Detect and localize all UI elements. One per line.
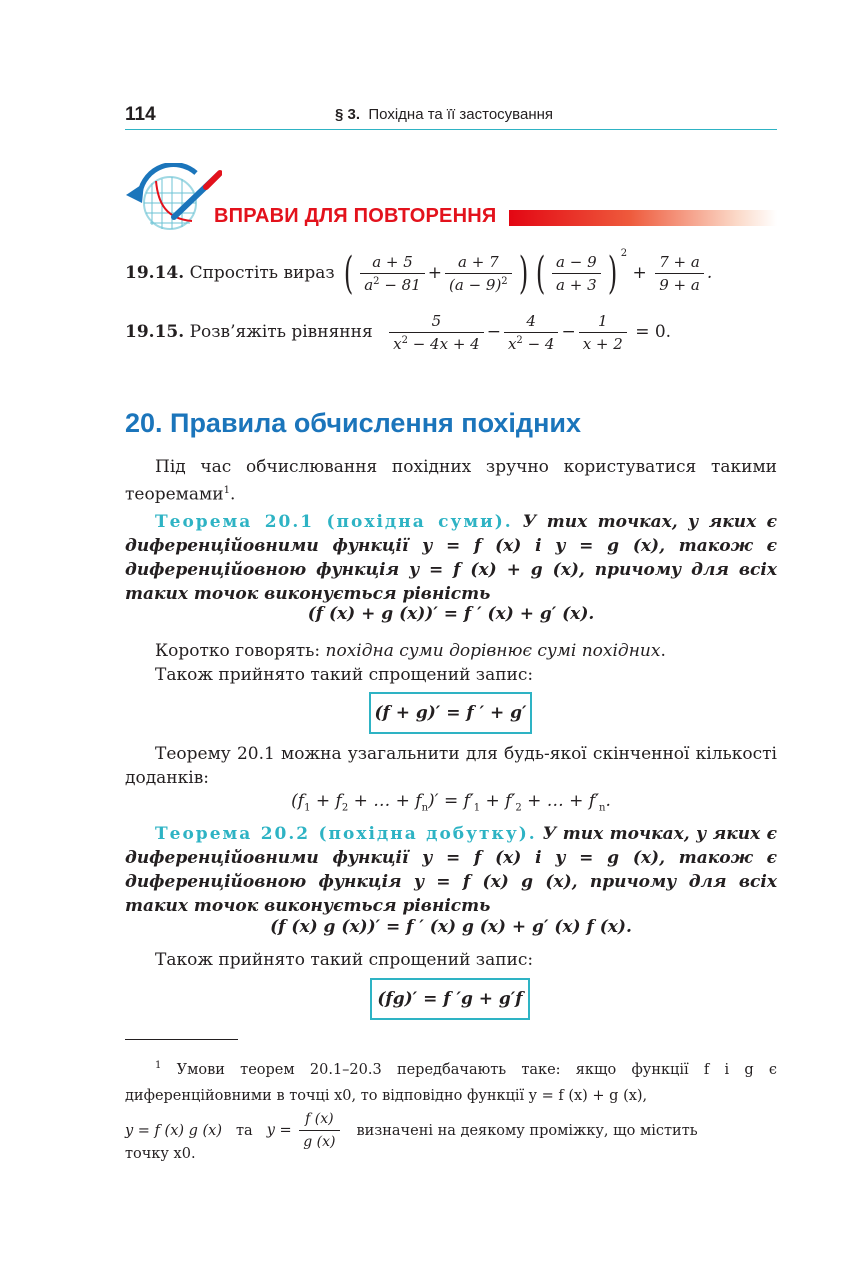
theorem-body: У тих точках, у яких є диференційовними функції y = f (x) і y = g (x), також є диференційовною функція y = f (x) + g (x), причому для всіх таких точок виконується рівність bbox=[125, 512, 777, 604]
exercise-formula: $\frac{5}{x^2 - 4x + 4}$ − $\frac{4}{x^2 - 4}$ − $\frac{1}{x + 2}$ = 0. bbox=[386, 322, 671, 342]
intro-paragraph bbox=[125, 455, 777, 507]
footnote-func-product: y = f (x) g (x) bbox=[125, 1122, 223, 1139]
theorem-body: У тих точках, у яких є диференційовними функції y = f (x) і y = g (x), також є диференційовною функція y = f (x) g (x), причому для всіх таких точок виконується рівність bbox=[125, 824, 777, 916]
footnote bbox=[125, 1053, 777, 1109]
theorem-20-2 bbox=[125, 822, 777, 918]
short-statement bbox=[125, 639, 777, 663]
footnote-mark: 1 bbox=[155, 1060, 162, 1071]
exercise-formula: ( $\frac{a + 5}{a^2 - 81}$ + $\frac{a + 7}{(a - 9)^2}$ ) ( $\frac{a - 9}{a + 3}$ ) $^2$ + $\frac{7 + a}{9 + a}$ . bbox=[343, 247, 713, 299]
footnote-and: та bbox=[236, 1122, 253, 1139]
page-number: 114 bbox=[125, 104, 156, 125]
review-title: ВПРАВИ ДЛЯ ПОВТОРЕННЯ bbox=[214, 205, 497, 227]
boxed-formula-sum: (f + g)′ = f ′ + g′ bbox=[369, 692, 532, 734]
intro-end: . bbox=[229, 484, 236, 505]
exercise-19-15 bbox=[125, 312, 671, 353]
intro-text: Під час обчислювання похідних зручно користуватися такими теоремами bbox=[125, 457, 777, 505]
theorem-heading: Теорема 20.2 (похідна добутку). bbox=[155, 824, 537, 844]
footnote-line-3: точку x0. bbox=[125, 1146, 196, 1162]
exercise-number: 19.14. bbox=[125, 263, 185, 283]
review-banner-bar bbox=[509, 210, 777, 226]
theorem-heading: Теорема 20.1 (похідна суми). bbox=[155, 512, 513, 532]
footnote-ref: 1 bbox=[223, 485, 230, 496]
footnote-defined: визначені на деякому проміжку, що містить bbox=[356, 1122, 698, 1139]
short-lead: Коротко говорять: bbox=[155, 641, 326, 661]
generalize-paragraph: Теорему 20.1 можна узагальнити для будь-якої скінченної кількості доданків: bbox=[125, 744, 777, 788]
boxed-formula-product: (fg)′ = f ′g + g′f bbox=[370, 978, 530, 1020]
section-mark: § 3. bbox=[335, 106, 361, 123]
short-italic: похідна суми дорівнює сумі похідних bbox=[325, 641, 661, 661]
footnote-rule bbox=[125, 1039, 238, 1040]
generalize-formula: ($f_1 + f_2$ + … + $f_n)' = f'_1 + f'_2$ + … + $f'_n$. bbox=[291, 791, 611, 814]
simplified-intro: Також прийнято такий спрощений запис: bbox=[155, 950, 534, 970]
exercise-19-14 bbox=[125, 247, 713, 299]
theorem-formula: (f (x) + g (x))′ = f ′ (x) + g′ (x). bbox=[307, 604, 595, 624]
running-head bbox=[335, 106, 553, 123]
simplified-intro: Також прийнято такий спрощений запис: bbox=[155, 665, 534, 685]
footnote-func-quotient: y = $\frac{f (x)}{g (x)}$ bbox=[267, 1110, 343, 1151]
theorem-20-1 bbox=[125, 510, 777, 606]
exercise-text: Спростіть вираз bbox=[189, 263, 335, 283]
section-heading: 20. Правила обчислення похідних bbox=[125, 408, 581, 438]
short-end: . bbox=[660, 641, 666, 661]
footnote-line-1: Умови теорем 20.1–20.3 передбачають таке: якщо функції f і g є диференційовними в точці x0, то відповідно функції y = f (x) + g (x), bbox=[125, 1061, 778, 1104]
exercise-text: Розв’яжіть рівняння bbox=[189, 322, 373, 342]
section-title-running: Похідна та її застосування bbox=[368, 106, 554, 123]
theorem-formula: (f (x) g (x))′ = f ′ (x) g (x) + g′ (x) f (x). bbox=[270, 917, 632, 937]
page-header bbox=[125, 100, 777, 130]
graph-with-pen-icon bbox=[122, 163, 222, 243]
exercise-number: 19.15. bbox=[125, 322, 185, 342]
